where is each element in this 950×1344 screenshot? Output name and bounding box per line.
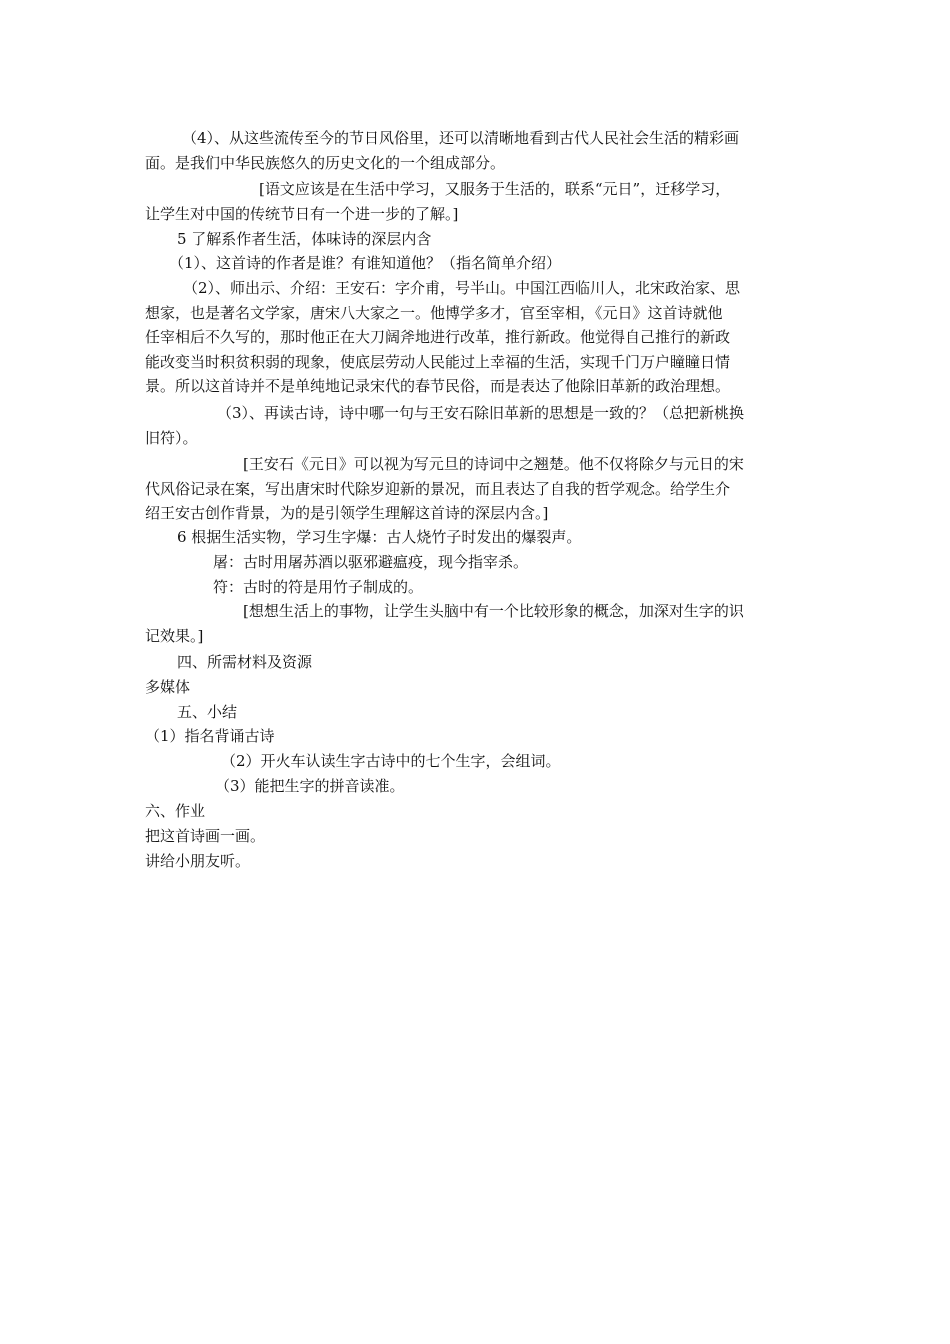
- section-heading-homework: [145, 799, 813, 824]
- text-line: （2）开火车认读生字古诗中的七个生字，会组词。: [221, 752, 561, 770]
- teaching-note-1: [145, 177, 813, 226]
- text-line: 6 根据生活实物，学习生字爆：古人烧竹子时发出的爆裂声。: [177, 528, 582, 546]
- text-line: 绍王安古创作背景，为的是引领学生理解这首诗的深层内含。]: [145, 504, 549, 522]
- character-tu: [145, 550, 813, 575]
- question-author: [145, 251, 813, 276]
- homework-item-2: [145, 849, 813, 874]
- character-fu: [145, 575, 813, 600]
- text-line: 代风俗记录在案，写出唐宋时代除岁迎新的景况，而且表达了自我的哲学观念。给学生介: [145, 479, 731, 498]
- text-line: （1）指名背诵古诗: [145, 727, 275, 745]
- text-line: （1）、这首诗的作者是谁？有谁知道他？（指名简单介绍）: [169, 254, 562, 272]
- text-line: （2）、师出示、介绍：王安石：字介甫，号半山。中国江西临川人，北宋政治家、思: [183, 279, 741, 297]
- text-line: 多媒体: [145, 678, 191, 696]
- text-line: 景。所以这首诗并不是单纯地记录宋代的春节民俗，而是表达了他除旧革新的政治理想。: [145, 377, 731, 395]
- text-line: 面。是我们中华民族悠久的历史文化的一个组成部分。: [145, 153, 506, 172]
- text-line: 把这首诗画一画。: [145, 827, 266, 845]
- text-line: 六、作业: [145, 802, 206, 820]
- text-line: 让学生对中国的传统节日有一个进一步的了解。]: [145, 204, 459, 223]
- text-line: 能改变当时积贫积弱的现象，使底层劳动人民能过上幸福的生活，实现千门万户瞳瞳日情: [145, 352, 731, 371]
- text-line: [王安石《元日》可以视为写元旦的诗词中之翘楚。他不仅将除夕与元日的宋: [243, 455, 744, 473]
- text-line: （4）、从这些流传至今的节日风俗里，还可以清晰地看到古代人民社会生活的精彩画: [182, 129, 740, 147]
- text-line: （3）能把生字的拼音读准。: [215, 777, 405, 795]
- section-heading-6: [145, 525, 813, 550]
- text-line: 旧符）。: [145, 428, 198, 447]
- section-heading-5: [145, 227, 813, 252]
- section-heading-summary: [145, 700, 813, 725]
- text-line: 5 了解系作者生活，体味诗的深层内含: [177, 230, 432, 248]
- paragraph-author-intro: [145, 276, 813, 399]
- text-line: 讲给小朋友听。: [145, 852, 251, 870]
- text-line: （3）、再读古诗，诗中哪一句与王安石除旧革新的思想是一致的？（总把新桃换: [217, 404, 745, 422]
- teaching-note-3: [145, 599, 813, 648]
- question-reread: [145, 401, 813, 450]
- text-line: [想想生活上的事物，让学生头脑中有一个比较形象的概念，加深对生字的识: [243, 602, 744, 620]
- text-line: 符：古时的符是用竹子制成的。: [213, 578, 424, 596]
- text-line: [语文应该是在生活中学习，又服务于生活的，联系“元日”，迁移学习，: [259, 180, 731, 198]
- paragraph-festival-customs: [145, 126, 813, 175]
- text-line: 任宰相后不久写的，那时他正在大刀阔斧地进行改革，推行新政。他觉得自己推行的新政: [145, 328, 731, 346]
- text-line: 想家，也是著名文学家，唐宋八大家之一。他博学多才，官至宰相，《元日》这首诗就他: [145, 303, 723, 322]
- homework-item-1: [145, 824, 813, 849]
- text-line: 五、小结: [177, 703, 238, 721]
- teaching-note-2: [145, 452, 813, 526]
- summary-item-3: [145, 774, 813, 799]
- section-heading-materials: [145, 650, 813, 675]
- summary-item-1: [145, 724, 813, 749]
- text-line: 记效果。]: [145, 626, 204, 645]
- materials-body: [145, 675, 813, 700]
- text-line: 屠：古时用屠苏酒以驱邪避瘟疫，现今指宰杀。: [213, 553, 529, 571]
- summary-item-2: [145, 749, 813, 774]
- text-line: 四、所需材料及资源: [177, 653, 313, 671]
